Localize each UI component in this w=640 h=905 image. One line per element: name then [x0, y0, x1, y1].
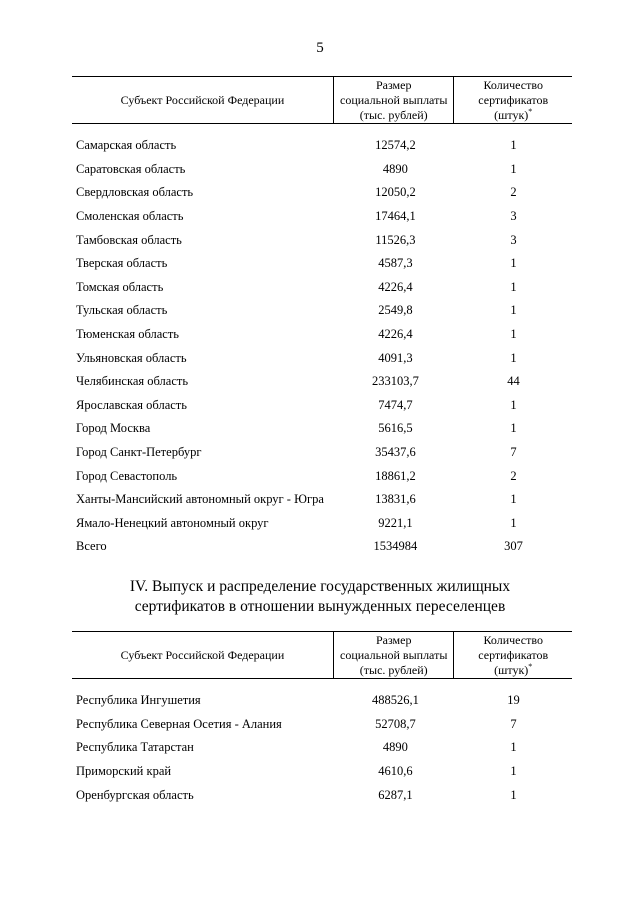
header-subject: Субъект Российской Федерации — [120, 647, 285, 662]
table-row — [72, 228, 572, 252]
cell-amount: 7474,7 — [378, 397, 413, 412]
header-amount-line: (тыс. рублей) — [359, 107, 428, 122]
cell-amount: 13831,6 — [375, 492, 416, 507]
cell-count: 307 — [504, 539, 523, 554]
cell-subject: Приморский край — [76, 764, 172, 779]
cell-subject: Тамбовская область — [76, 232, 182, 247]
footnote-mark: * — [528, 661, 533, 671]
cell-count: 1 — [510, 421, 517, 436]
cell-subject: Тульская область — [76, 303, 168, 318]
cell-amount: 11526,3 — [375, 232, 416, 247]
table-row — [72, 181, 572, 205]
header-amount — [333, 77, 454, 123]
cell-count: 1 — [510, 138, 517, 153]
cell-amount: 6287,1 — [378, 787, 413, 802]
header-count — [453, 632, 572, 678]
cell-subject: Томская область — [76, 279, 164, 294]
table-row — [72, 346, 572, 370]
cell-count: 7 — [510, 716, 517, 731]
cell-amount: 4610,6 — [378, 764, 413, 779]
header-subject: Субъект Российской Федерации — [120, 92, 285, 107]
cell-subject: Тверская область — [76, 256, 168, 271]
header-count-line: сертификатов — [478, 647, 549, 662]
header-count-line: Количество — [483, 77, 543, 92]
cell-subject: Всего — [76, 539, 107, 554]
table-row — [72, 370, 572, 394]
cell-count: 19 — [507, 693, 520, 708]
page-number: 5 — [316, 40, 324, 56]
cell-amount: 12574,2 — [375, 138, 416, 153]
cell-subject: Город Москва — [76, 421, 151, 436]
header-count — [453, 77, 572, 123]
cell-amount: 4226,4 — [378, 279, 413, 294]
table-row — [72, 488, 572, 512]
table-row — [72, 783, 572, 807]
cell-subject: Свердловская область — [76, 185, 194, 200]
header-amount-line: социальной выплаты — [340, 647, 448, 662]
table-row — [72, 689, 572, 713]
cell-count: 3 — [510, 232, 517, 247]
cell-subject: Город Санкт-Петербург — [76, 445, 202, 460]
table-row — [72, 512, 572, 536]
table-row — [72, 205, 572, 229]
cell-count: 1 — [510, 279, 517, 294]
header-amount-line: Размер — [375, 632, 412, 647]
header-count-line: сертификатов — [478, 92, 549, 107]
header-amount-line: социальной выплаты — [340, 92, 448, 107]
table-row — [72, 713, 572, 737]
cell-subject: Саратовская область — [76, 161, 186, 176]
section-title-line: IV. Выпуск и распределение государственных жилищных — [129, 578, 511, 595]
cell-count: 3 — [510, 209, 517, 224]
cell-count: 1 — [510, 303, 517, 318]
header-count-line: (штук)* — [494, 661, 533, 677]
cell-count: 7 — [510, 445, 517, 460]
cell-count: 1 — [510, 256, 517, 271]
cell-amount: 4890 — [382, 161, 408, 176]
cell-subject: Республика Северная Осетия - Алания — [76, 716, 282, 731]
cell-amount: 4890 — [382, 740, 408, 755]
cell-amount: 17464,1 — [375, 209, 416, 224]
table-row — [72, 276, 572, 300]
cell-count: 1 — [510, 740, 517, 755]
cell-subject: Ямало-Ненецкий автономный округ — [76, 515, 269, 530]
header-count-line: (штук)* — [494, 106, 533, 122]
cell-subject: Ханты-Мансийский автономный округ - Югра — [76, 492, 324, 507]
header-amount — [333, 632, 454, 678]
cell-count: 1 — [510, 161, 517, 176]
cell-subject: Челябинская область — [76, 374, 189, 389]
cell-count: 1 — [510, 397, 517, 412]
table-header — [72, 76, 572, 124]
cell-subject: Ярославская область — [76, 397, 187, 412]
cell-subject: Тюменская область — [76, 327, 179, 342]
header-count-line: Количество — [483, 632, 543, 647]
table-header — [72, 631, 572, 679]
cell-count: 1 — [510, 327, 517, 342]
cell-amount: 4587,3 — [378, 256, 413, 271]
table-row — [72, 394, 572, 418]
table-row — [72, 323, 572, 347]
cell-amount: 18861,2 — [375, 468, 416, 483]
cell-subject: Ульяновская область — [76, 350, 187, 365]
cell-count: 44 — [507, 374, 520, 389]
footnote-mark: * — [528, 106, 533, 116]
cell-amount: 1534984 — [373, 539, 418, 554]
cell-amount: 233103,7 — [371, 374, 419, 389]
table-body — [72, 679, 572, 807]
section-title-line: сертификатов в отношении вынужденных переселенцев — [134, 598, 506, 615]
cell-subject: Смоленская область — [76, 209, 184, 224]
cell-amount: 35437,6 — [375, 445, 416, 460]
table-row — [72, 464, 572, 488]
cell-amount: 2549,8 — [378, 303, 413, 318]
cell-amount: 4091,3 — [378, 350, 413, 365]
cell-amount: 52708,7 — [375, 716, 416, 731]
table-row — [72, 441, 572, 465]
header-amount-line: Размер — [375, 77, 412, 92]
table-subsidies — [72, 76, 572, 559]
cell-count: 2 — [510, 185, 517, 200]
cell-subject: Оренбургская область — [76, 787, 194, 802]
table-row — [72, 535, 572, 559]
table-row — [72, 158, 572, 182]
cell-count: 1 — [510, 515, 517, 530]
table-row — [72, 417, 572, 441]
cell-subject: Самарская область — [76, 138, 177, 153]
cell-amount: 12050,2 — [375, 185, 416, 200]
table-row — [72, 736, 572, 760]
cell-subject: Республика Ингушетия — [76, 693, 201, 708]
table-row — [72, 252, 572, 276]
section-title — [0, 577, 640, 617]
cell-subject: Республика Татарстан — [76, 740, 194, 755]
cell-amount: 9221,1 — [378, 515, 413, 530]
header-amount-line: (тыс. рублей) — [359, 662, 428, 677]
cell-subject: Город Севастополь — [76, 468, 178, 483]
cell-amount: 488526,1 — [371, 693, 419, 708]
cell-count: 1 — [510, 350, 517, 365]
table-row — [72, 760, 572, 784]
cell-amount: 5616,5 — [378, 421, 413, 436]
cell-count: 1 — [510, 764, 517, 779]
cell-count: 1 — [510, 492, 517, 507]
table-body — [72, 124, 572, 559]
cell-amount: 4226,4 — [378, 327, 413, 342]
cell-count: 1 — [510, 787, 517, 802]
table-row — [72, 299, 572, 323]
table-row — [72, 134, 572, 158]
table-displaced — [72, 631, 572, 807]
cell-count: 2 — [510, 468, 517, 483]
